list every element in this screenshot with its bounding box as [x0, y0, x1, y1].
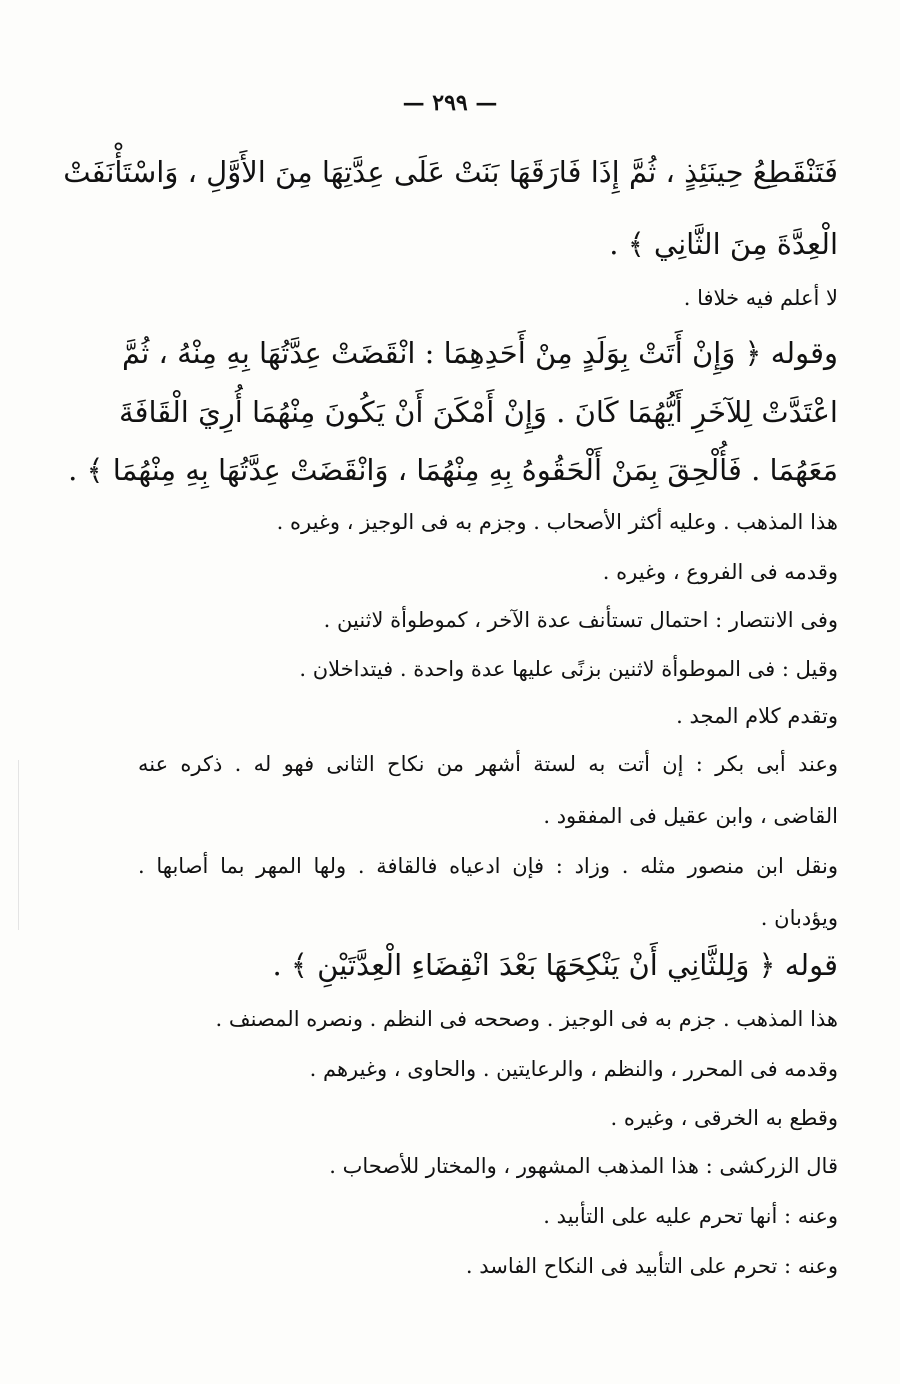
- matn-line-6: قوله ﴿ وَلِلثَّانِي أَنْ يَنْكِحَهَا بَعْدَ انْقِضَاءِ الْعِدَّتَيْنِ ﴾ .: [272, 948, 838, 982]
- sharh-line-4: وفى الانتصار : احتمال تستأنف عدة الآخر ، كموطوأة لاثنين .: [323, 608, 838, 632]
- sharh-line-7: وعند أبى بكر : إن أتت به لستة أشهر من نكاح الثانى فهو له . ذكره عنه: [138, 752, 838, 776]
- sharh-line-5: وقيل : فى الموطوأة لاثنين بزنًى عليها عدة واحدة . فيتداخلان .: [299, 657, 838, 681]
- sharh-line-8: القاضى ، وابن عقيل فى المفقود .: [543, 804, 838, 828]
- sharh-line-12: وقدمه فى المحرر ، والنظم ، والرعايتين . والحاوى ، وغيرهم .: [309, 1057, 838, 1081]
- matn-line-3: وقوله ﴿ وَإِنْ أَتَتْ بِوَلَدٍ مِنْ أَحَدِهِمَا : انْقَضَتْ عِدَّتُهَا بِهِ مِنْهُ ، ثُمَّ: [121, 336, 838, 370]
- matn-line-1: فَتَنْقَطِعُ حِينَئِذٍ ، ثُمَّ إِذَا فَارَقَهَا بَنَتْ عَلَى عِدَّتِهَا مِنَ الأَوَّلِ ، وَاسْتَأْنَفَتْ: [63, 155, 838, 189]
- matn-line-4: اعْتَدَّتْ لِلآخَرِ أَيُّهُمَا كَانَ . وَإِنْ أَمْكَنَ أَنْ يَكُونَ مِنْهُمَا أُرِيَ الْقَافَةَ: [119, 395, 838, 429]
- sharh-line-1: لا أعلم فيه خلافا .: [683, 286, 838, 310]
- page-edge-mark: [18, 760, 19, 930]
- sharh-line-9: ونقل ابن منصور مثله . وزاد : فإن ادعياه فالقافة . ولها المهر بما أصابها .: [138, 854, 838, 878]
- sharh-line-3: وقدمه فى الفروع ، وغيره .: [602, 560, 838, 584]
- matn-line-5: مَعَهُمَا . فَأُلْحِقَ بِمَنْ أَلْحَقُوهُ بِهِ مِنْهُمَا ، وَانْقَضَتْ عِدَّتُهَا بِهِ مِنْهُمَا ﴾ .: [68, 453, 838, 487]
- sharh-line-2: هذا المذهب . وعليه أكثر الأصحاب . وجزم به فى الوجيز ، وغيره .: [276, 510, 838, 534]
- sharh-line-6: وتقدم كلام المجد .: [676, 704, 838, 728]
- sharh-line-10: ويؤدبان .: [760, 906, 838, 930]
- sharh-line-14: قال الزركشى : هذا المذهب المشهور ، والمختار للأصحاب .: [329, 1154, 838, 1178]
- sharh-line-13: وقطع به الخرقى ، وغيره .: [610, 1106, 838, 1130]
- sharh-line-16: وعنه : تحرم على التأبيد فى النكاح الفاسد .: [465, 1254, 838, 1278]
- page-number: — ٢٩٩ —: [402, 90, 498, 116]
- sharh-line-11: هذا المذهب . جزم به فى الوجيز . وصححه فى النظم . ونصره المصنف .: [215, 1007, 838, 1031]
- matn-line-2: الْعِدَّةَ مِنَ الثَّانِي ﴾ .: [609, 227, 838, 261]
- sharh-line-15: وعنه : أنها تحرم عليه على التأبيد .: [543, 1204, 838, 1228]
